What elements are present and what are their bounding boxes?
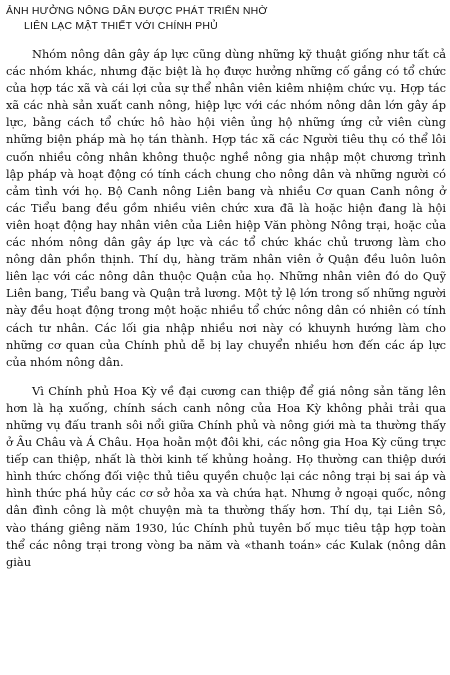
paragraph-1: Nhóm nông dân gây áp lực cũng dùng những kỹ thuật giống như tất cả các nhóm khác, nhưng đặc biệt là họ được hưởng những cố gắng có tổ chức của hợp tác xã và cái lợi của sự thể nhân viên kiêm nhiệm chức vụ. Hợp tác xã các nhà sản xuất canh nông, hiệp lực với các nhóm nông dân lớn gây áp lực, bằng cách tổ chức hô hào hội viên ủng hộ những ứng cử viên cùng những biện pháp mà họ tán thành. Hợp tác xã các Người tiêu thụ có thể lôi cuốn nhiều công nhân không thuộc nghề nông gia nhập một chương trình lập pháp và hoạt động có tính cách chung cho nông dân và những người có cảm tình với họ. Bộ Canh nông Liên bang và nhiều Cơ quan Canh nông ở các Tiểu bang đều gồm nhiều viên chức xưa đã là hoặc hiện đang là hội viên hoạt động hay nhân viên của Liên hiệp Văn phòng Nông trại, hoặc của các nhóm nông dân gây áp lực và các tổ chức khác chủ trương làm cho nông dân phồn thịnh. Thí dụ, hàng trăm nhân viên ở Quận đều luôn luôn liên lạc với các nông dân thuộc Quận của họ. Những nhân viên đó do Quỹ Liên bang, Tiểu bang và Quận trả lương. Một tỷ lệ lớn trong số những người này đều hoạt động trong một hoặc nhiều tổ chức nông dân có nhiên có tính cách tư nhân. Các lối gia nhập nhiều nơi này có khuynh hướng làm cho những cơ quan của Chính phủ dễ bị lay chuyển nhiều hơn đến các áp lực của nhóm nông dân. — [6, 47, 446, 369]
section-heading-line-1: ẢNH HƯỞNG NÔNG DÂN ĐƯỢC PHÁT TRIỂN NHỜ — [6, 5, 268, 17]
paragraph-2: Vì Chính phủ Hoa Kỳ về đại cương can thiệp để giá nông sản tăng lên hơn là hạ xuống, chính sách canh nông của Hoa Kỳ không phải trải qua những vụ đấu tranh sôi nổi giữa Chính phủ và nông giới mà ta thường thấy ở Âu Châu và Á Châu. Họa hoằn một đôi khi, các nông gia Hoa Kỳ cũng trực tiếp can thiệp, nhất là thời kinh tế khủng hoảng. Họ thường can thiệp dưới hình thức chống đối việc thủ tiêu quyền chuộc lại các nông trại bị sai áp và hình thức phá hủy các cơ sở hỏa xa và chứa hạt. Nhưng ở ngoại quốc, nông dân đình công là một chuyện mà ta thường thấy hơn. Thí dụ, tại Liên Sô, vào tháng giêng năm 1930, lúc Chính phủ tuyên bố mục tiêu tập hợp toàn thể các nông trại trong vòng ba năm và «thanh toán» các Kulak (nông dân giàu — [6, 383, 446, 569]
section-heading-line-2: LIÊN LẠC MẬT THIẾT VỚI CHÍNH PHỦ — [24, 20, 218, 32]
section-heading — [6, 4, 446, 34]
body-text — [6, 46, 446, 571]
